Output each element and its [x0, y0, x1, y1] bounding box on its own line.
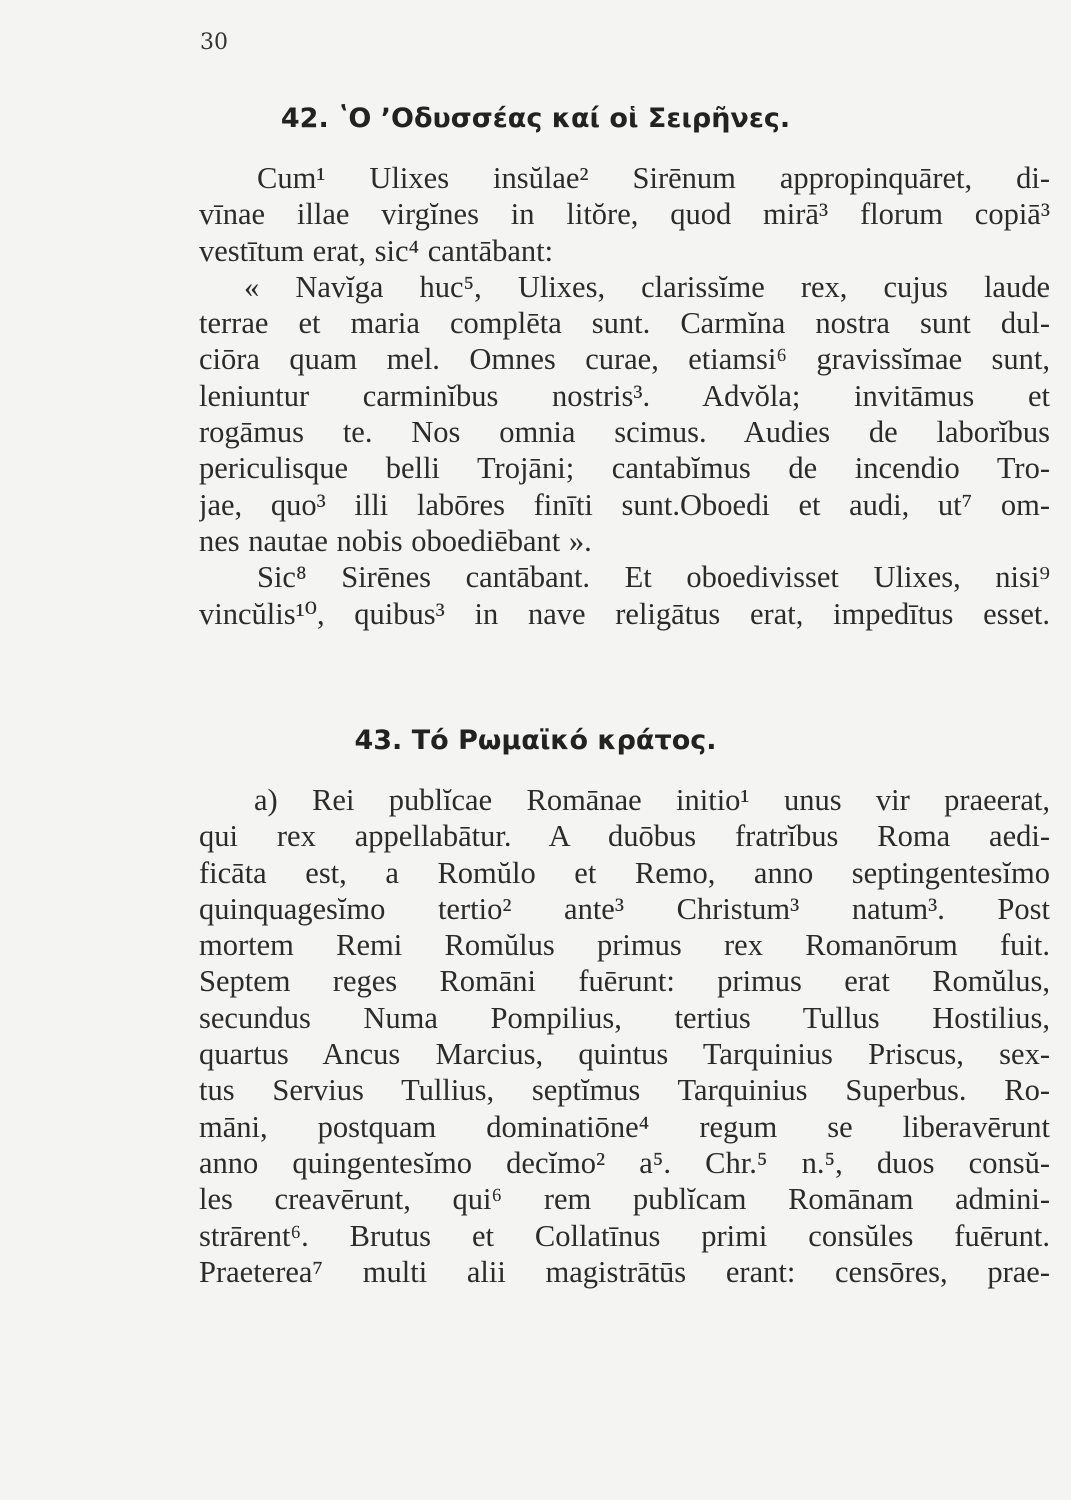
text-line: rogāmus te. Nos omnia scimus. Audies de laborĭbus	[199, 415, 1050, 450]
text-line: Praeterea⁷ multi alii magistrātūs erant: censōres, prae-	[199, 1254, 1050, 1289]
text-line: vestītum erat, sic⁴ cantābant:	[199, 233, 554, 268]
text-line: ciōra quam mel. Omnes curae, etiamsi⁶ gravissĭmae sunt,	[199, 342, 1050, 377]
text-line: « Navĭga huc⁵, Ulixes, clarissĭme rex, cujus laude	[244, 269, 1050, 304]
text-line: tus Servius Tullius, septĭmus Tarquinius Superbus. Ro-	[199, 1073, 1050, 1108]
text-line: Cum¹ Ulixes insŭlae² Sirēnum appropinquāret, di-	[257, 161, 1050, 195]
section-43-heading: 43. Τό Ρωμαϊκό κράτος.	[354, 725, 717, 756]
text-line: māni, postquam dominatiōne⁴ regum se liberavērunt	[199, 1109, 1050, 1144]
text-line: jae, quo³ illi labōres finīti sunt.Oboedi et audi, ut⁷ om-	[199, 487, 1050, 522]
page-number: 30	[200, 30, 228, 55]
text-line: quartus Ancus Marcius, quintus Tarquinius Priscus, sex-	[199, 1037, 1050, 1072]
text-line: Septem reges Romāni fuērunt: primus erat Romŭlus,	[199, 964, 1050, 999]
section-43-body	[199, 782, 1050, 1290]
text-line: qui rex appellabātur. A duōbus fratrĭbus Roma aedi-	[199, 819, 1050, 854]
section-42-heading: 42. ʽΟ ʼΟδυσσέας καί οἱ Σειρῆνες.	[280, 103, 791, 134]
text-line: les creavērunt, qui⁶ rem publĭcam Romānam admini-	[199, 1182, 1050, 1217]
section-42-body	[199, 160, 1050, 632]
text-line: periculisque belli Trojāni; cantabĭmus de incendio Tro-	[199, 451, 1050, 486]
text-line: mortem Remi Romŭlus primus rex Romanōrum fuit.	[199, 928, 1050, 963]
text-line: vīnae illae virgĭnes in litŏre, quod mirā³ florum copiā³	[199, 197, 1050, 232]
text-line: Sic⁸ Sirēnes cantābant. Et oboedivisset Ulixes, nisi⁹	[257, 560, 1050, 595]
text-line: secundus Numa Pompilius, tertius Tullus Hostilius,	[199, 1000, 1050, 1035]
text-line: ficāta est, a Romŭlo et Remo, anno septingentesĭmo	[199, 855, 1050, 890]
text-line: vincŭlis¹⁰, quibus³ in nave religātus erat, impedītus esset.	[199, 596, 1050, 631]
text-line: a) Rei publĭcae Romānae initio¹ unus vir praeerat,	[254, 783, 1050, 817]
text-line: strārent⁶. Brutus et Collatīnus primi consŭles fuērunt.	[199, 1218, 1050, 1253]
text-line: quinquagesĭmo tertio² ante³ Christum³ natum³. Post	[199, 891, 1050, 926]
text-line: terrae et maria complēta sunt. Carmĭna nostra sunt dul-	[199, 306, 1050, 341]
text-line: leniuntur carminĭbus nostris³. Advŏla; invitāmus et	[199, 378, 1050, 413]
text-line: nes nautae nobis oboediēbant ».	[199, 523, 592, 558]
text-line: anno quingentesĭmo decĭmo² a⁵. Chr.⁵ n.⁵, duos consŭ-	[199, 1145, 1050, 1180]
